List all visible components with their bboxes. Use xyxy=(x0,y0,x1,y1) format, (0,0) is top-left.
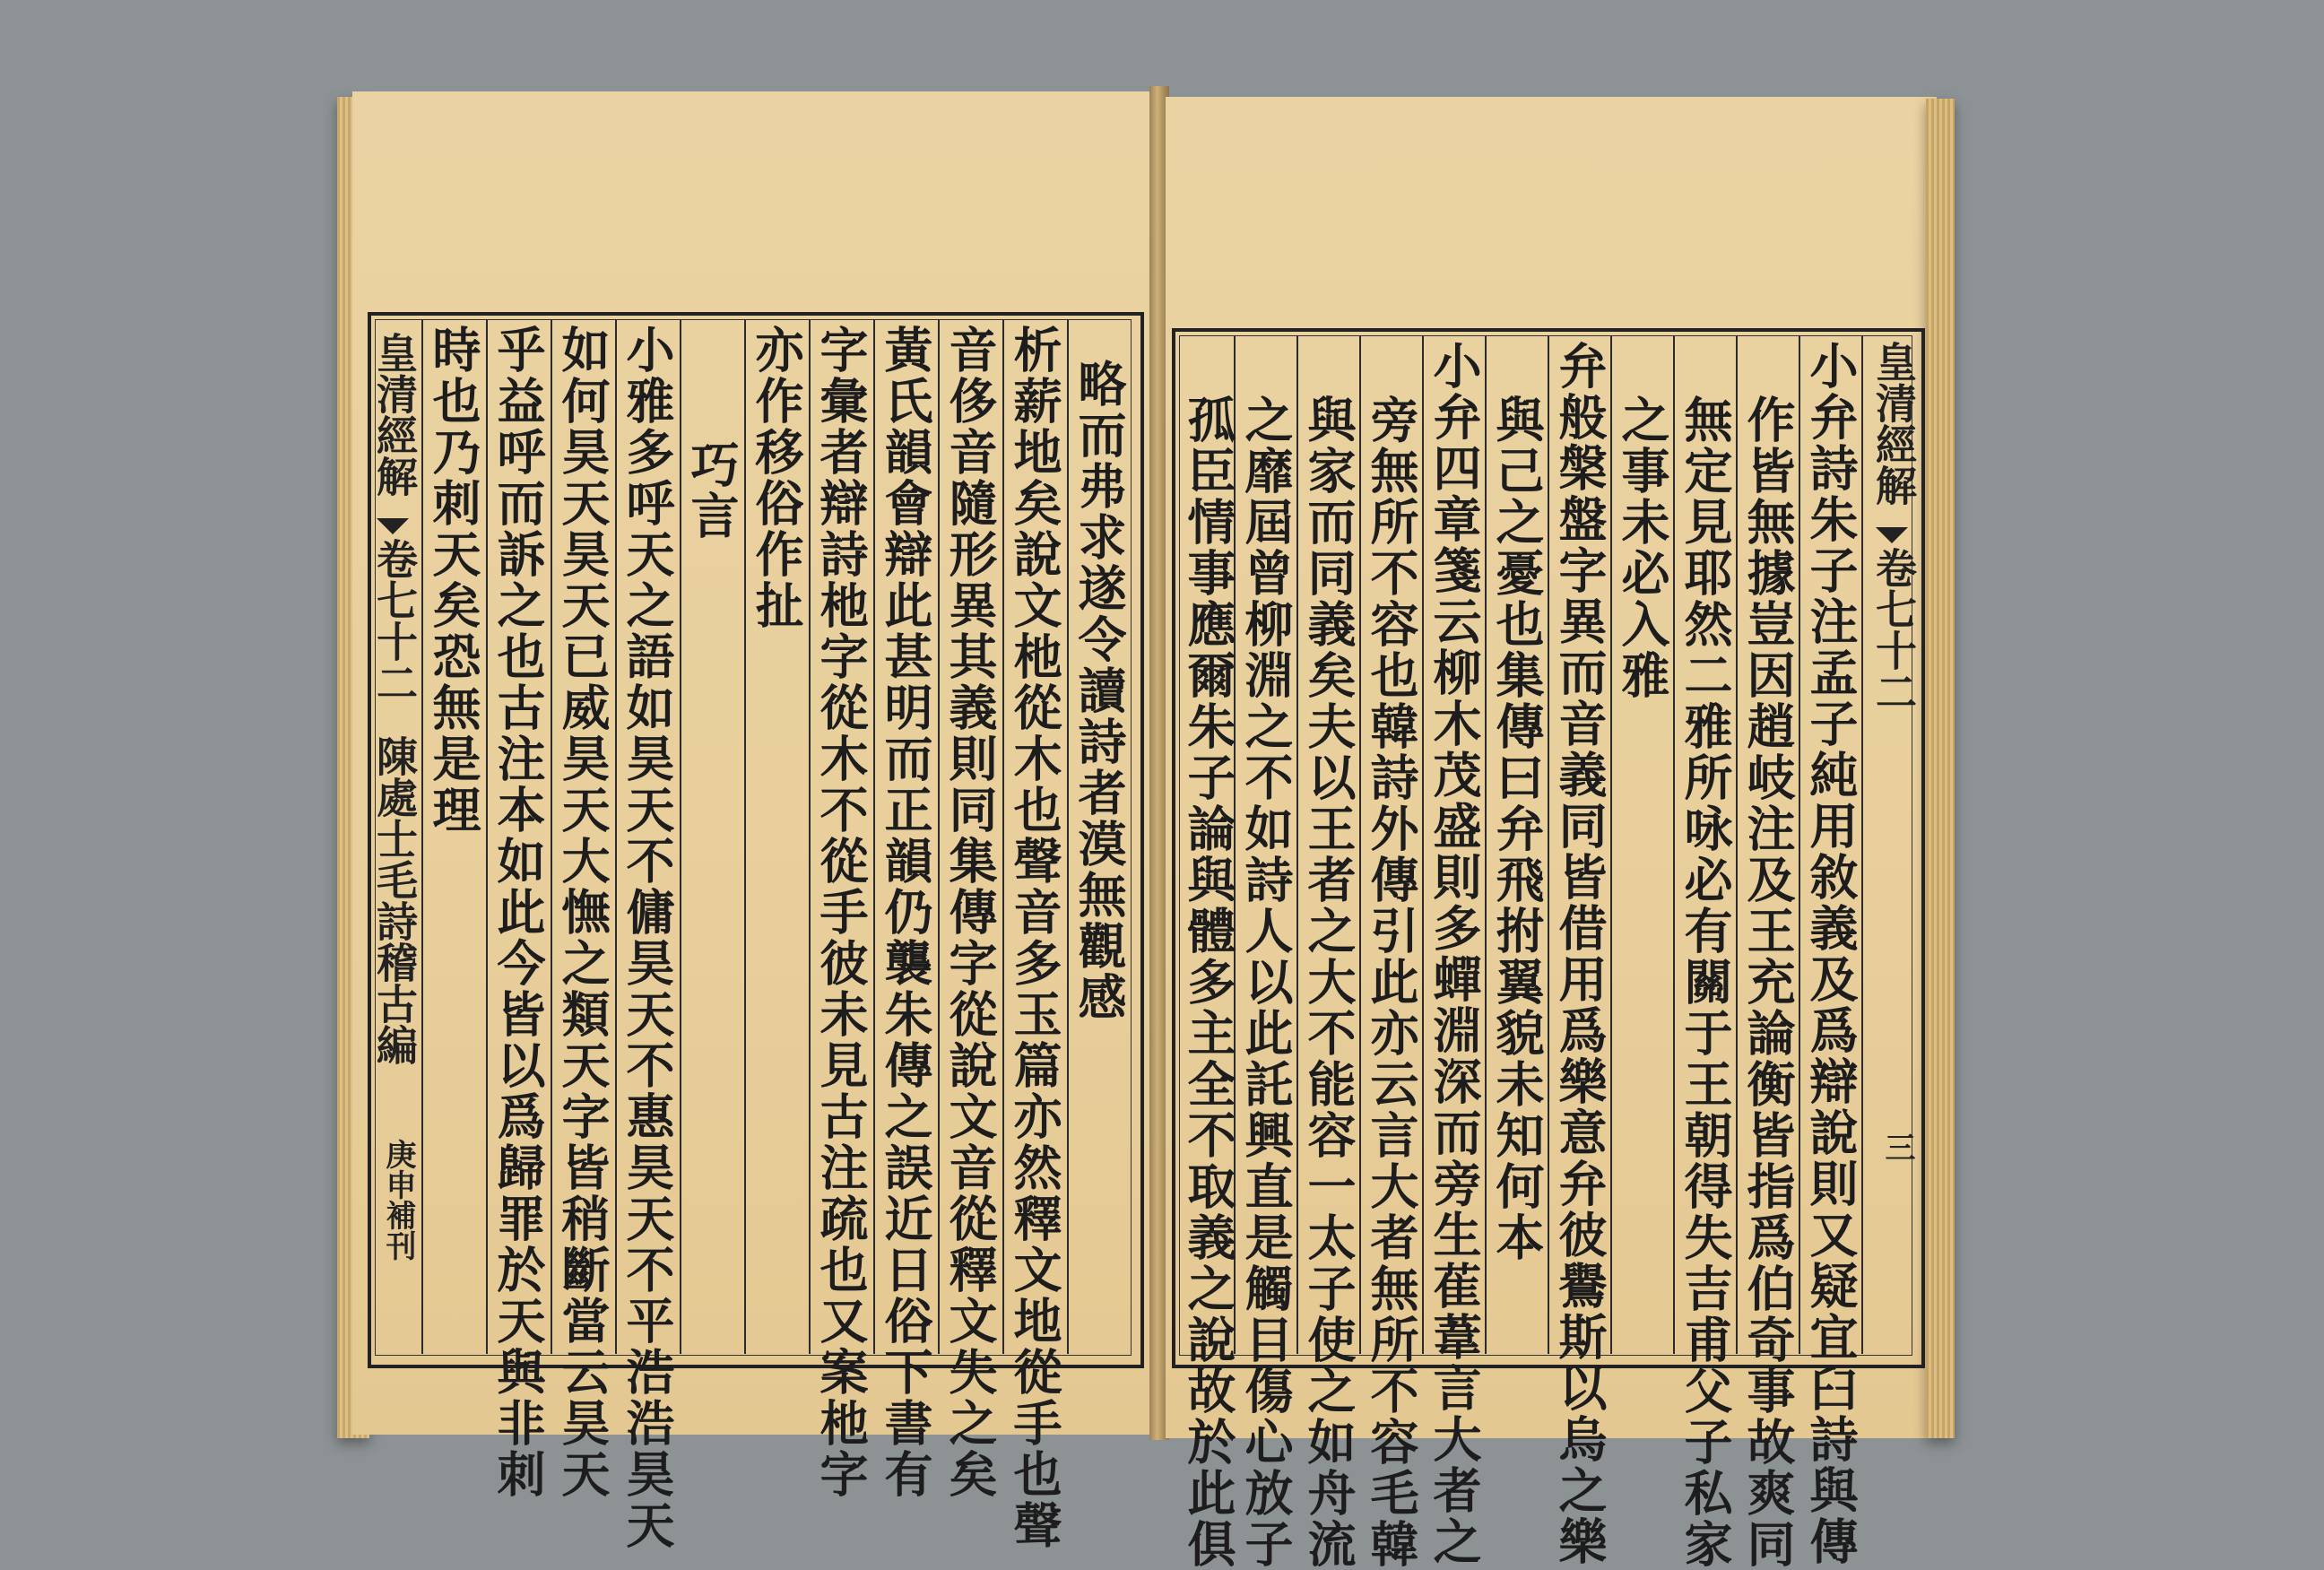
column-rule xyxy=(421,319,423,1354)
column-rule xyxy=(615,319,617,1354)
text-column: 小弁詩朱子注孟子純用敘義及爲辯說則又疑宜臼詩與傳 xyxy=(1802,341,1860,1567)
right-fish-tail-mark xyxy=(1876,527,1908,543)
column-rule xyxy=(1673,335,1675,1354)
column-rule xyxy=(744,319,746,1354)
column-rule xyxy=(551,319,552,1354)
column-rule xyxy=(1736,335,1738,1354)
column-rule xyxy=(809,319,811,1354)
column-rule xyxy=(1548,335,1549,1354)
text-column: 乎益呼而訴之也古注本如此今皆以爲歸罪於天與非刺 xyxy=(490,325,547,1500)
text-column: 時也乃刺天矣恐無是理 xyxy=(425,325,482,836)
text-column: 亦作移俗作扯 xyxy=(748,325,805,631)
left-banxin-section: 陳處士毛詩稽古編 xyxy=(370,735,419,1065)
text-column: 無定見耶然二雅所咏必有關于王朝得失吉甫父子私家 xyxy=(1677,395,1734,1570)
text-column: 之事未必入雅 xyxy=(1614,395,1671,701)
text-column: 音侈音隨形異其義則同集傳字從說文音從釋文失之矣 xyxy=(941,325,999,1500)
text-column: 與己之憂也集傳曰弁飛拊翼貌未知何本 xyxy=(1488,395,1546,1263)
column-rule xyxy=(1610,335,1612,1354)
column-rule xyxy=(1296,335,1298,1354)
column-rule xyxy=(1799,335,1800,1354)
right-page-edge xyxy=(1926,99,1955,1438)
text-column: 旁無所不容也韓詩外傳引此亦云言大者無所不容毛韓 xyxy=(1363,395,1420,1570)
right-banxin-juan: 卷七十二 xyxy=(1869,547,1918,712)
text-column: 如何昊天昊天已威昊天大憮之類天字皆稍斷當云昊天 xyxy=(554,325,611,1500)
left-banxin-juan: 卷七十二 xyxy=(370,538,419,703)
column-rule xyxy=(1002,319,1004,1354)
column-rule xyxy=(1359,335,1361,1354)
column-rule xyxy=(1861,335,1863,1354)
right-banxin-title: 皇清經解 xyxy=(1869,341,1918,506)
text-column: 小雅多呼天之語如昊天不傭昊天不惠昊天不平浩浩昊天 xyxy=(619,325,676,1551)
left-fish-tail-mark xyxy=(377,518,409,534)
text-column: 字彙者辯詩杝字從木不從手彼未見古注疏也又案杝字 xyxy=(812,325,870,1500)
text-column: 弁般槃盤字異而音義同皆借用爲樂意弁彼鸒斯以烏之樂 xyxy=(1551,341,1609,1567)
column-rule xyxy=(680,319,681,1354)
column-rule xyxy=(873,319,875,1354)
text-column: 略而弗求遂令讀詩者漠無觀感 xyxy=(1071,359,1128,1023)
text-column: 孤臣情事應爾朱子論與體多主全不取義之說故於此俱 xyxy=(1180,395,1237,1570)
column-rule xyxy=(1422,335,1424,1354)
column-rule xyxy=(1067,319,1069,1354)
column-rule xyxy=(1485,335,1487,1354)
text-column: 之靡屆曾柳淵之不如詩人以此託興直是觸目傷心放子 xyxy=(1237,395,1295,1570)
right-banxin-leaf: 三 xyxy=(1879,1132,1915,1162)
text-column: 小弁四章箋云柳木茂盛則多蟬淵深而旁生萑葦言大者之 xyxy=(1426,341,1483,1567)
text-column: 黃氏韻會辯此甚明而正韻仍襲朱傳之誤近日俗下書有 xyxy=(877,325,934,1500)
column-rule xyxy=(938,319,940,1354)
left-banxin-title: 皇清經解 xyxy=(370,332,419,497)
text-column: 析薪地矣說文杝從木也聲音多玉篇亦然釋文地從手也聲 xyxy=(1006,325,1063,1551)
column-rule xyxy=(486,319,488,1354)
section-heading: 巧言 xyxy=(683,439,741,542)
text-column: 與家而同義矣夫以王者之大不能容一太子使之如舟流 xyxy=(1300,395,1357,1570)
text-column: 作皆無據豈因趙岐注及王充論衡皆指爲伯奇事故爽同 xyxy=(1739,395,1797,1570)
left-banxin-note: 庚申補刊 xyxy=(380,1139,416,1261)
